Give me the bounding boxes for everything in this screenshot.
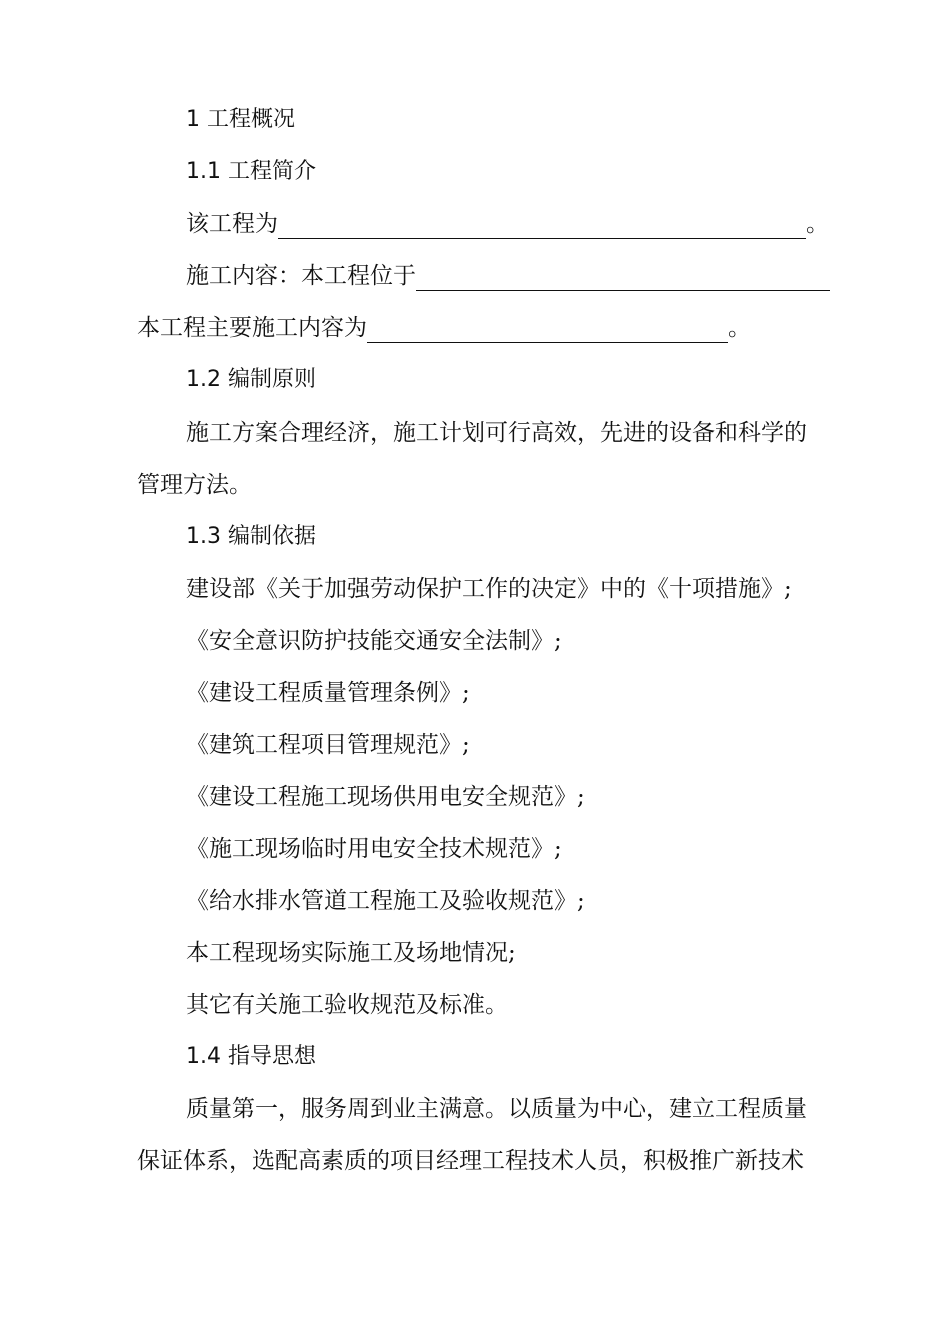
basis-item: 《建设工程施工现场供用电安全规范》; xyxy=(186,784,585,810)
basis-item: 本工程现场实际施工及场地情况; xyxy=(186,940,516,966)
heading-1-4: 1.4 指导思想 xyxy=(186,1044,316,1069)
basis-item: 建设部《关于加强劳动保护工作的决定》中的《十项措施》; xyxy=(186,576,792,602)
intro-line-3-suffix: 。 xyxy=(728,315,751,341)
basis-item: 《施工现场临时用电安全技术规范》; xyxy=(186,836,562,862)
intro-line-1-prefix: 该工程为 xyxy=(186,211,278,237)
guide-line-2: 保证体系，选配高素质的项目经理工程技术人员，积极推广新技术 xyxy=(137,1148,804,1174)
basis-item: 《建设工程质量管理条例》; xyxy=(186,680,470,706)
principle-line-2: 管理方法。 xyxy=(137,472,252,498)
intro-line-2-prefix: 施工内容：本工程位于 xyxy=(186,263,416,289)
heading-1: 1 工程概况 xyxy=(186,107,295,132)
intro-line-3-prefix: 本工程主要施工内容为 xyxy=(137,315,367,341)
principle-line-1: 施工方案合理经济，施工计划可行高效，先进的设备和科学的 xyxy=(186,420,807,446)
guide-line-1: 质量第一，服务周到业主满意。以质量为中心，建立工程质量 xyxy=(186,1096,807,1122)
heading-1-2: 1.2 编制原则 xyxy=(186,367,316,392)
basis-item: 《安全意识防护技能交通安全法制》; xyxy=(186,628,562,654)
basis-item: 其它有关施工验收规范及标准。 xyxy=(186,992,508,1018)
basis-item: 《给水排水管道工程施工及验收规范》; xyxy=(186,888,585,914)
heading-1-3: 1.3 编制依据 xyxy=(186,524,316,549)
intro-line-1 xyxy=(0,209,950,239)
work-content-blank xyxy=(367,318,728,343)
intro-line-3 xyxy=(0,313,950,343)
intro-line-1-suffix: 。 xyxy=(806,211,829,237)
project-name-blank xyxy=(278,214,806,239)
basis-item: 《建筑工程项目管理规范》; xyxy=(186,732,470,758)
heading-1-1: 1.1 工程简介 xyxy=(186,159,316,184)
project-location-blank xyxy=(416,266,830,291)
intro-line-2 xyxy=(0,261,950,291)
